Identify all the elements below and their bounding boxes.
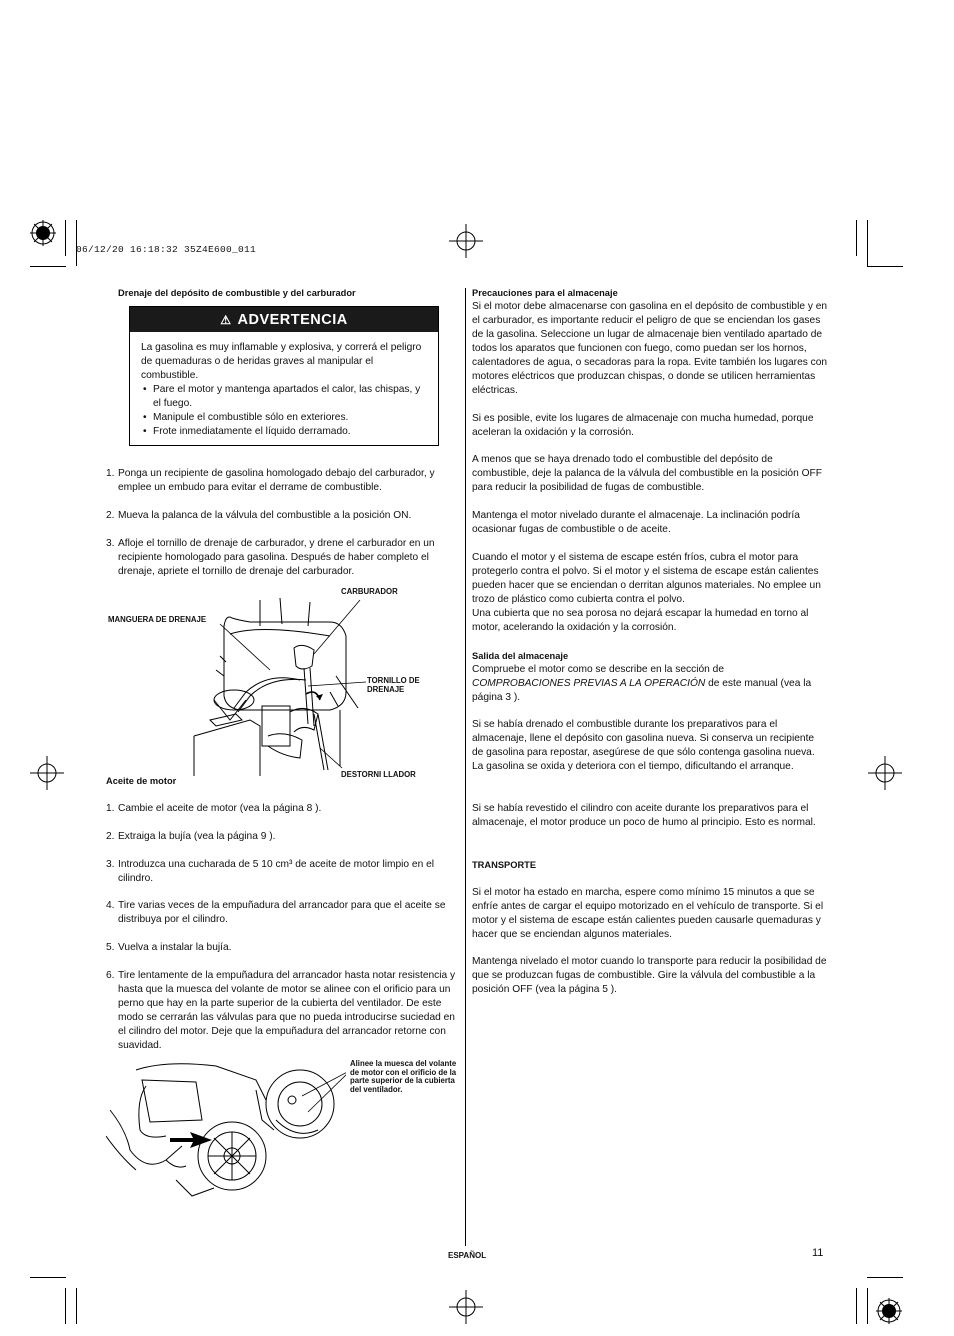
storage-paragraph: Si es posible, evite los lugares de almacenaje con mucha humedad, porque aceleran la oxidación y la corrosión. (472, 413, 814, 438)
oil-step: 1. Cambie el aceite de motor (vea la página 8 ). (106, 803, 322, 814)
storage-paragraph: Cuando el motor y el sistema de escape estén fríos, cubra el motor para protegerlo contra el polvo. Si el motor y el sistema de escape están calientes pueden hacer que se enciendan o derritan algunos materiales. No emplee un trozo de plástico como cubierta contra el polvo. (472, 552, 821, 605)
registration-crosshair-icon (449, 1290, 483, 1324)
oil-step: 3. Introduzca una cucharada de 5 10 cm³ de aceite de motor limpio en el cilindro. (106, 859, 434, 884)
exit-storage-paragraph: Si se había revestido el cilindro con aceite durante los preparativos para el almacenaje, el motor produce un poco de humo al principio. Esto es normal. (472, 803, 816, 828)
drain-step: 3. Afloje el tornillo de drenaje de carburador, y drene el carburador en un recipiente homologado para gasolina. Después de haber completo el drenaje, apriete el tornillo de drenaje del carburador. (106, 538, 435, 577)
storage-paragraph: A menos que se haya drenado todo el combustible del depósito de combustible, deje la palanca de la válvula del combustible en la posición OFF para reducir la posibilidad de fugas de combustible. (472, 454, 822, 493)
label-manguera-drenaje: MANGUERA DE DRENAJE (108, 615, 207, 624)
page-number: 11 (812, 1247, 824, 1259)
drain-heading: Drenaje del depósito de combustible y del carburador (118, 288, 356, 298)
crop-mark (76, 220, 77, 266)
transport-paragraph: Si el motor ha estado en marcha, espere como mínimo 15 minutos a que se enfríe antes de cargar el equipo motorizado en el vehículo de transporte. Si el motor y el sistema de escape están calientes pueden causarle quemaduras y hacer que se enciendan algunos materiales. (472, 887, 824, 940)
transport-paragraph: Mantenga nivelado el motor cuando lo transporte para reducir la posibilidad de que se produzcan fugas de combustible. Gire la válvula del combustible a la posición OFF (vea la página 5 ). (472, 956, 827, 995)
crop-mark (856, 220, 857, 256)
crop-mark (867, 1277, 903, 1278)
registration-starburst-icon (876, 1298, 902, 1324)
drain-step: 2. Mueva la palanca de la válvula del combustible a la posición ON. (106, 510, 412, 521)
warning-title: ADVERTENCIA (237, 311, 348, 328)
crop-mark (867, 1288, 868, 1324)
warning-box (129, 306, 439, 446)
crop-mark (856, 1288, 857, 1324)
warning-triangle-icon: ⚠ (220, 312, 232, 327)
exit-storage-heading: Salida del almacenaje (472, 651, 569, 661)
label-destornillador: DESTORNI LLADOR (341, 770, 416, 779)
warning-bullet: • Pare el motor y mantenga apartados el calor, las chispas, y el fuego. (141, 383, 427, 411)
registration-crosshair-icon (449, 224, 483, 258)
oil-step: 6. Tire lentamente de la empuñadura del arrancador hasta notar resistencia y hasta que la muesca del volante de motor se alinee con el orificio para un perno que hay en la parte superior de la cubierta del ventilador. De este modo se cerrarán las válvulas para que no pueda introducirse suciedad en el cilindro del motor. Deje que la empuñadura del arrancador retorne con suavidad. (106, 970, 456, 1051)
label-carburador: CARBURADOR (341, 587, 398, 596)
section-reference: COMPROBACIONES PREVIAS A LA OPERACIÓN (472, 678, 706, 689)
exit-storage-paragraph: Compruebe el motor como se describe en la sección de COMPROBACIONES PREVIAS A LA OPERACIÓN de este manual (vea la página 3 ). (472, 664, 812, 703)
callout-leader-lines (200, 596, 370, 776)
registration-starburst-icon (30, 220, 56, 246)
column-divider (465, 288, 466, 1246)
crop-mark (30, 1277, 66, 1278)
registration-crosshair-icon (868, 756, 902, 790)
label-tornillo-drenaje: TORNILLO DE DRENAJE (367, 676, 420, 694)
crop-mark (867, 266, 903, 267)
crop-mark (65, 1288, 66, 1324)
crop-mark (30, 266, 66, 267)
label-align-notch: Alinee la muesca del volante de motor con el orificio de la parte superior de la cubierta del ventilador. (350, 1059, 457, 1094)
warning-text: La gasolina es muy inflamable y explosiva, y correrá el peligro de quemaduras o de heridas graves al manipular el combustible. (141, 342, 422, 381)
oil-step: 2. Extraiga la bujía (vea la página 9 ). (106, 831, 276, 842)
crop-mark (65, 220, 66, 256)
warning-header (130, 307, 438, 332)
storage-paragraph: Mantenga el motor nivelado durante el almacenaje. La inclinación podría ocasionar fugas de combustible o de aceite. (472, 510, 800, 535)
storage-paragraph: Una cubierta que no sea porosa no dejará escapar la humedad en torno al motor, acelerando la oxidación y la corrosión. (472, 608, 809, 633)
storage-heading: Precauciones para el almacenaje (472, 288, 618, 298)
footer-language: ESPAÑOL (448, 1251, 487, 1260)
oil-heading: Aceite de motor (106, 776, 177, 786)
starter-pull-illustration (106, 1060, 346, 1200)
drain-step: 1. Ponga un recipiente de gasolina homologado debajo del carburador, y emplee un embudo para evitar el derrame de combustible. (106, 468, 435, 493)
print-header: 06/12/20 16:18:32 35Z4E600_011 (76, 244, 257, 255)
exit-storage-paragraph: Si se había drenado el combustible durante los preparativos para el almacenaje, llene el depósito con gasolina nueva. Si conserva un recipiente de gasolina para repostar, asegúrese de que sólo contenga gasolina nueva. La gasolina se oxida y deteriora con el tiempo, dificultando el arranque. (472, 719, 815, 772)
crop-mark (867, 220, 868, 266)
warning-bullet: • Frote inmediatamente el líquido derramado. (141, 425, 427, 439)
oil-step: 5. Vuelva a instalar la bujía. (106, 942, 232, 953)
storage-paragraph: Si el motor debe almacenarse con gasolina en el depósito de combustible y en el carburador, es importante reducir el peligro de que se enciendan los gases de la gasolina. Seleccione un lugar de almacenaje bien ventilado apartado de todos los aparatos que funcionen con fuego, como puedan ser los hornos, calentadores de agua, o secadoras para la ropa. Evite también los lugares con motores eléctricos que produzcan chispas, o donde se utilicen herramientas eléctricas. (472, 301, 828, 396)
oil-step: 4. Tire varias veces de la empuñadura del arrancador para que el aceite se distribuya por el cilindro. (106, 900, 446, 925)
crop-mark (76, 1288, 77, 1324)
registration-crosshair-icon (30, 756, 64, 790)
warning-bullet: • Manipule el combustible sólo en exteriores. (141, 411, 427, 425)
transport-heading: TRANSPORTE (472, 860, 537, 870)
